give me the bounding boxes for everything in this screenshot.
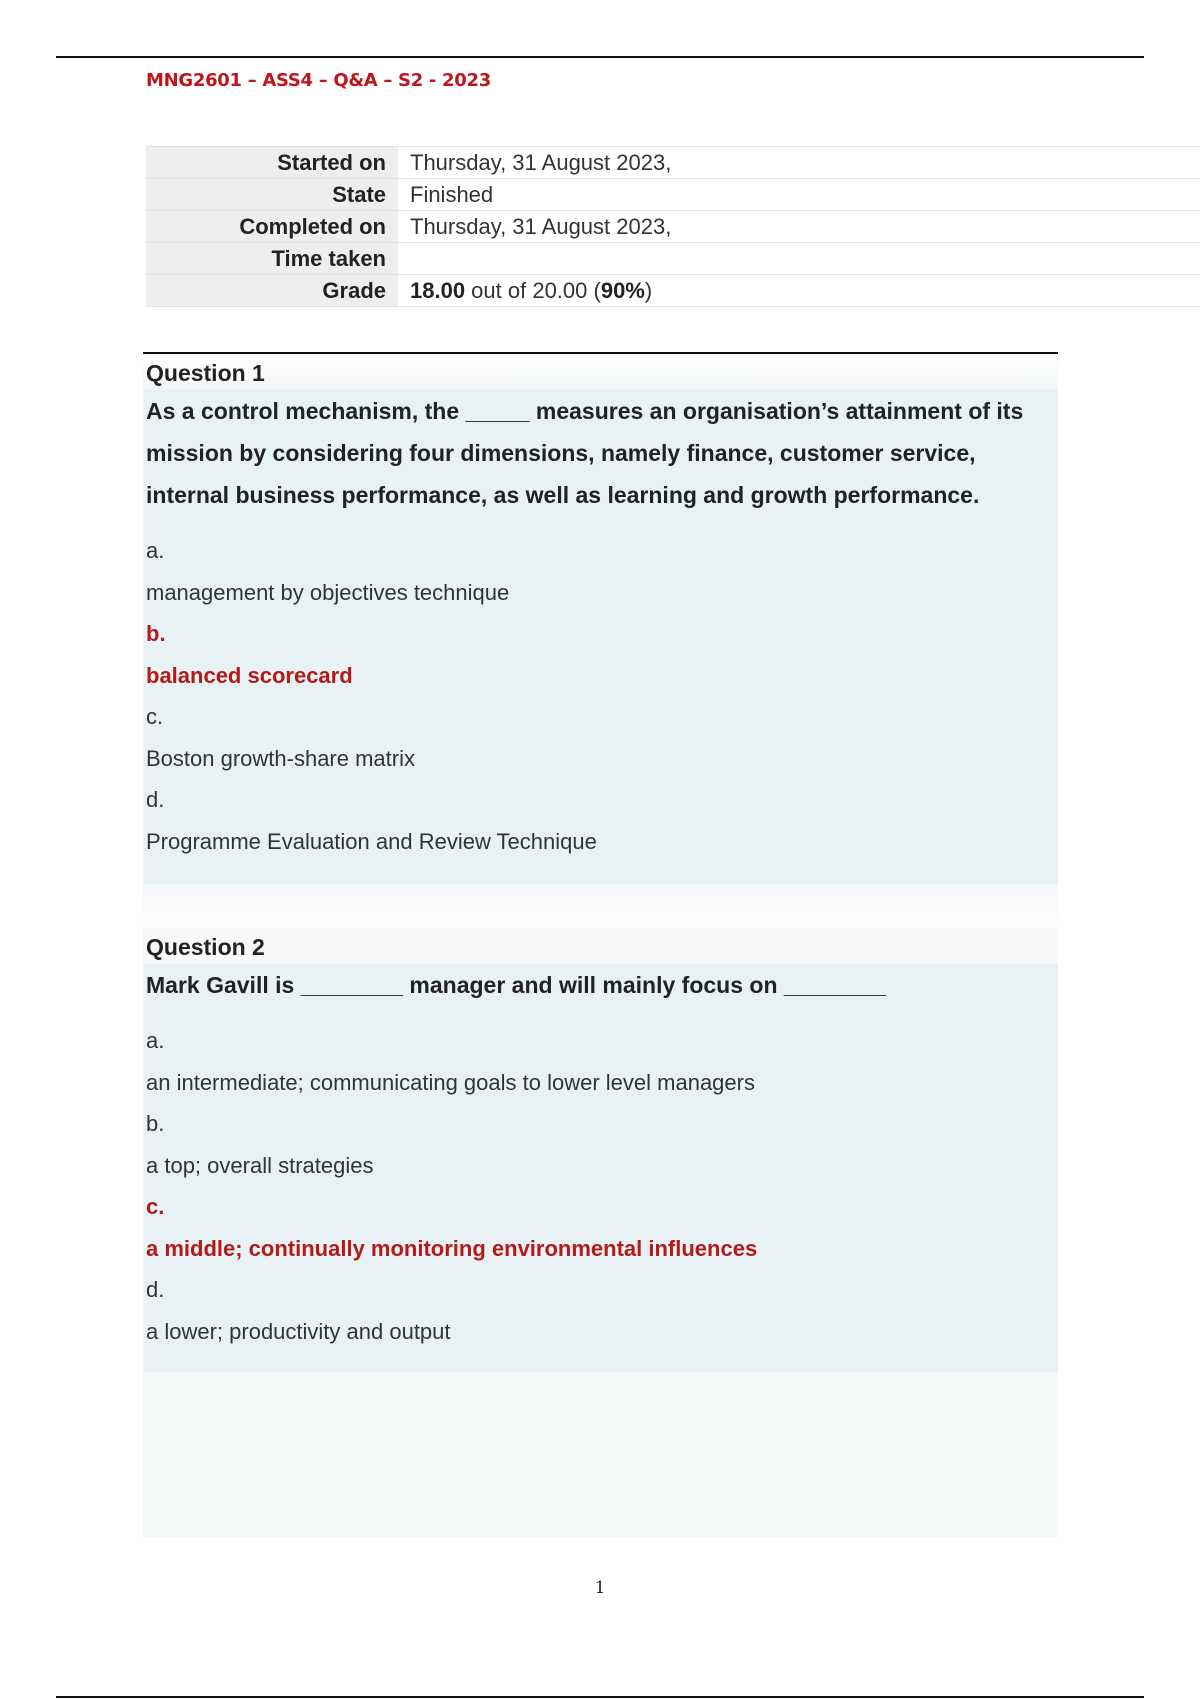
q1-option-a-text: management by objectives technique — [146, 579, 510, 605]
question-2-text: Mark Gavill is ________ manager and will mainly focus on ________ — [146, 972, 887, 998]
q2-option-d-text: a lower; productivity and output — [146, 1318, 451, 1344]
summary-row-grade — [146, 275, 1200, 307]
state-value: Finished — [398, 179, 1200, 211]
attempt-summary-table — [146, 146, 1200, 307]
started-label: Started on — [146, 147, 398, 179]
state-label: State — [146, 179, 398, 211]
question-1-text: As a control mechanism, the _____ measures an organisation’s attainment of its mission by considering four dimensions, namely finance, customer service, internal business performance, as well as learning and growth performance. — [146, 398, 1024, 508]
q1-option-d-text: Programme Evaluation and Review Technique — [146, 828, 597, 854]
grade-value — [398, 275, 1200, 307]
completed-label: Completed on — [146, 211, 398, 243]
q1-option-a-letter: a. — [146, 538, 165, 563]
grade-label: Grade — [146, 275, 398, 307]
time-taken-value — [398, 243, 1200, 275]
q2-option-c-text: a middle; continually monitoring environmental influences — [146, 1235, 758, 1261]
time-taken-label: Time taken — [146, 243, 398, 275]
question-1-title: Question 1 — [143, 354, 1058, 390]
q2-option-a-text: an intermediate; communicating goals to lower level managers — [146, 1069, 755, 1095]
q1-option-b-letter: b. — [146, 621, 166, 646]
question-1-body — [143, 390, 1058, 884]
bottom-rule — [56, 1696, 1144, 1698]
q2-option-b-text: a top; overall strategies — [146, 1152, 374, 1178]
q1-option-c-text: Boston growth-share matrix — [146, 745, 415, 771]
question-1-spacer — [143, 884, 1058, 930]
question-2-body — [143, 964, 1058, 1372]
grade-percent: 90% — [600, 277, 645, 303]
question-2-title: Question 2 — [143, 928, 1058, 964]
document-header: MNG2601 – ASS4 – Q&A – S2 - 2023 — [146, 70, 491, 91]
q1-option-c-letter: c. — [146, 704, 164, 729]
question-3-placeholder-area — [143, 1372, 1058, 1537]
summary-row-started — [146, 147, 1200, 179]
top-rule — [56, 56, 1144, 58]
started-value: Thursday, 31 August 2023, — [398, 147, 1200, 179]
summary-row-time-taken — [146, 243, 1200, 275]
q2-option-d-letter: d. — [146, 1277, 165, 1302]
q1-option-d-letter: d. — [146, 787, 165, 812]
q2-option-c-letter: c. — [146, 1194, 165, 1219]
grade-score: 18.00 — [410, 277, 466, 303]
grade-close: ) — [644, 277, 653, 303]
q1-option-b-text: balanced scorecard — [146, 662, 353, 688]
grade-out-of: out of 20.00 ( — [465, 277, 601, 303]
question-2 — [143, 928, 1058, 1537]
summary-row-completed — [146, 211, 1200, 243]
completed-value: Thursday, 31 August 2023, — [398, 211, 1200, 243]
page-number: 1 — [594, 1578, 606, 1598]
q2-option-b-letter: b. — [146, 1111, 165, 1136]
summary-row-state — [146, 179, 1200, 211]
q2-option-a-letter: a. — [146, 1028, 165, 1053]
question-1 — [143, 352, 1058, 930]
